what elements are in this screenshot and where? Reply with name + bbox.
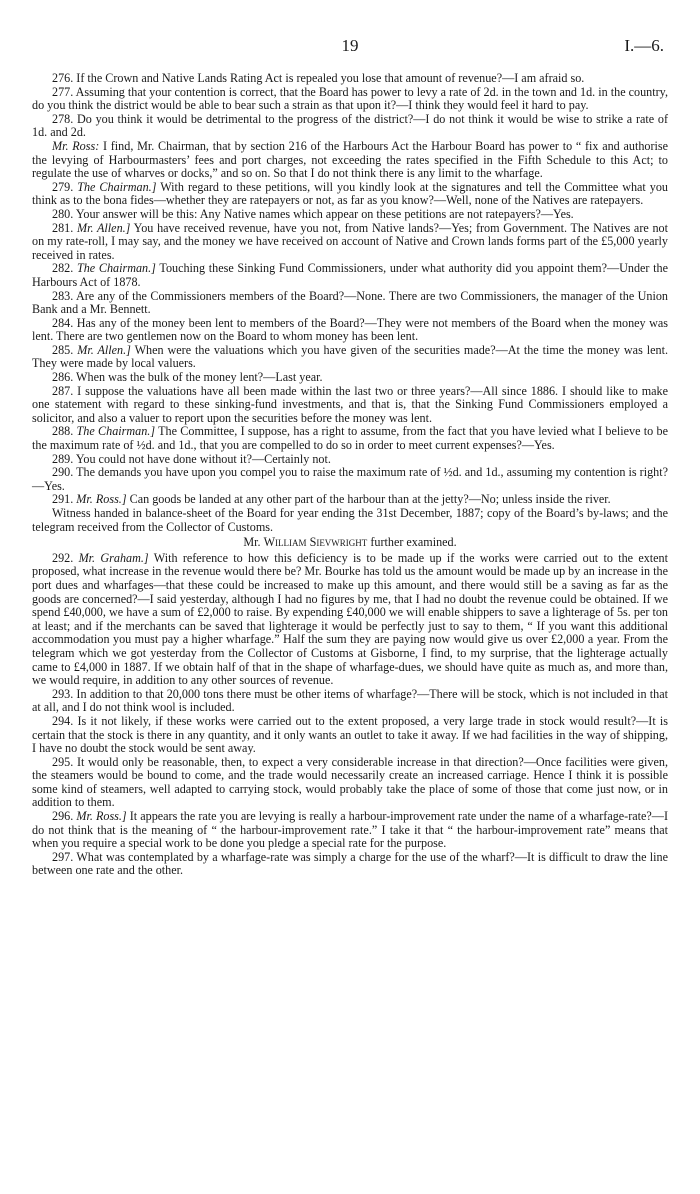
testimony-paragraph — [32, 466, 668, 493]
paragraph-text: 278. Do you think it would be detrimental to the progress of the district?—I do not think it would be wise to strike a rate of 1d. and 2d. — [32, 111, 668, 140]
question-number: 292. — [52, 550, 74, 565]
testimony-paragraph — [32, 140, 668, 181]
paragraph-text: I find, Mr. Chairman, that by section 216 of the Harbours Act the Harbour Board has power to “ fix and authorise the levying of Harbourmasters’ fees and port charges, not exceeding the rates specified in the Fifth Schedule to this Act; to regulate the use of wharves or docks,” and so on. So that I do not think there is any limit to the wharfage. — [32, 138, 668, 181]
testimony-paragraph — [32, 425, 668, 452]
testimony-paragraph — [32, 113, 668, 140]
paragraph-text: 286. When was the bulk of the money lent?—Last year. — [52, 370, 323, 385]
paragraph-text: 277. Assuming that your contention is correct, that the Board has power to levy a rate of 2d. in the town and 1d. in the country, do you think the district would be able to bear such a strain as that upon it?—I think they would feel it hard to pay. — [32, 84, 668, 113]
speaker-name: Mr. Allen.] — [76, 220, 131, 235]
speaker-name: Mr. Allen.] — [77, 342, 131, 357]
paragraph-text: It appears the rate you are levying is really a harbour-improvement rate under the name of a wharfage-rate?—I do not think that is the meaning of “ the harbour-improvement rate.” I take it that “ the harbour-improvement rate” means that when you require a special work to be done you pledge a special rate for the purpose. — [32, 809, 668, 851]
testimony-paragraph — [32, 715, 668, 756]
speaker-name: Mr. Ross.] — [76, 809, 127, 824]
testimony-paragraph — [32, 317, 668, 344]
paragraph-text: 287. I suppose the valuations have all been made within the last two or three years?—All since 1886. I should like to make one statement with regard to these sinking-fund investments, and that is, that the Sinking Fund Commissioners employed a solicitor, and also a valuer to report upon the securities before the money was lent. — [32, 383, 668, 425]
testimony-paragraph — [32, 222, 668, 263]
speaker-name: The Chairman.] — [77, 179, 157, 194]
testimony-paragraph — [32, 181, 668, 208]
testimony-block-1 — [32, 72, 668, 534]
page-number: 19 — [341, 36, 359, 55]
testimony-paragraph — [32, 86, 668, 113]
body-text — [32, 72, 668, 878]
paragraph-text: 294. Is it not likely, if these works were carried out to the extent proposed, a very large trade in stock would result?—It is certain that the stock is there in any quantity, and it only wants an outlet to take it away. If we had facilities in the way of shipping, I have no doubt the stock would be sent away. — [32, 713, 668, 756]
testimony-paragraph — [32, 371, 668, 385]
testimony-paragraph — [32, 453, 668, 467]
testimony-paragraph — [32, 344, 668, 371]
speaker-name: The Chairman.] — [76, 261, 156, 276]
section-heading-prefix: Mr. — [243, 535, 264, 550]
paragraph-text: The Committee, I suppose, has a right to assume, from the fact that you have levied what I believe to be the maximum rate of ½d. and 1d., that you are compelled to do so in order to meet current expenses?—Yes. — [32, 424, 668, 453]
paragraph-text: With regard to these petitions, will you kindly look at the signatures and tell the Committee what you think as to the bona fides—whether they are ratepayers or not, as far as you know?—Well, none of the Natives are ratepayers. — [32, 179, 668, 208]
speaker-name: Mr. Ross.] — [76, 492, 127, 507]
speaker-name: Mr. Graham.] — [78, 550, 149, 565]
paragraph-text: 297. What was contemplated by a wharfage-rate was simply a charge for the use of the wharf?—It is difficult to draw the line between one rate and the other. — [32, 849, 668, 878]
testimony-paragraph — [32, 72, 668, 86]
speaker-name: Mr. Ross: — [52, 138, 100, 153]
question-number: 291. — [52, 492, 74, 507]
paragraph-text: Can goods be landed at any other part of the harbour than at the jetty?—No; unless inside the river. — [126, 492, 611, 507]
paragraph-text: 283. Are any of the Commissioners members of the Board?—None. There are two Commissioners, the manager of the Union Bank and a Mr. Bennett. — [32, 288, 668, 317]
question-number: 288. — [52, 424, 74, 439]
paragraph-text: With reference to how this deficiency is to be made up if the works were carried out to the extent proposed, what increase in the revenue would there be? Mr. Bourke has told us the amount would be made up by an increase in the port dues and wharfages—that these could be increased to make up this amount, and there would still be a saving as far as the goods are concerned?—I said yesterday, although I had no figures by me, that I had no doubt the revenue could be obtained. If we spend £40,000, we have a sum of £2,000 to raise. By expending £40,000 we will enable shippers to save a lighterage of 5s. per ton at least; and if the merchants can be saved that lighterage it would be perfectly just to say to them, “ If you want this additional accommodation you must pay a higher wharfage.” Half the sum they are paying now would give us over £2,000 a year. From the telegram which we got yesterday from the Collector of Customs at Gisborne, I find, to my surprise, that the lighterage actually came to £4,000 in 1887. If we obtain half of that in the shape of wharfage-dues, we should have quite as much as, and more than, we would require, in addition to any other sources of revenue. — [32, 550, 669, 688]
testimony-paragraph — [32, 756, 668, 810]
section-heading-suffix: further examined. — [367, 535, 457, 550]
paragraph-text: 293. In addition to that 20,000 tons there must be other items of wharfage?—There will be stock, which is not included in that at all, and I do not think wool is included. — [32, 686, 668, 715]
question-number: 285. — [52, 342, 74, 357]
witness-name: William Sievwright — [263, 535, 368, 550]
testimony-paragraph — [32, 552, 668, 688]
paragraph-text: 276. If the Crown and Native Lands Rating Act is repealed you lose that amount of revenue?—I am afraid so. — [52, 71, 585, 85]
paragraph-text: Witness handed in balance-sheet of the Board for year ending the 31st December, 1887; copy of the Board’s by-laws; and the telegram received from the Collector of Customs. — [32, 506, 668, 534]
paragraph-text: You have received revenue, have you not, from Native lands?—Yes; from Government. The Natives are not on my rate-roll, I may say, and the money we have received on account of Native and Crown lands forms part of the £5,000 yearly received in rates. — [32, 220, 668, 262]
paragraph-text: 284. Has any of the money been lent to members of the Board?—They were not members of the Board when the money was lent. There are two gentlemen now on the Board to whom money has been lent. — [32, 315, 668, 344]
testimony-paragraph — [32, 262, 668, 289]
document-reference: I.—6. — [624, 36, 664, 55]
testimony-paragraph — [32, 507, 668, 534]
testimony-paragraph — [32, 810, 668, 851]
testimony-paragraph — [32, 493, 668, 507]
testimony-paragraph — [32, 688, 668, 715]
paragraph-text: Touching these Sinking Fund Commissioners, under what authority did you appoint them?—Under the Harbours Act of 1878. — [32, 261, 668, 289]
testimony-paragraph — [32, 851, 668, 878]
speaker-name: The Chairman.] — [76, 424, 156, 439]
testimony-block-2 — [32, 552, 668, 878]
question-number: 279. — [52, 179, 74, 194]
paragraph-text: 280. Your answer will be this: Any Native names which appear on these petitions are not ratepayers?—Yes. — [52, 206, 574, 221]
testimony-paragraph — [32, 208, 668, 222]
paragraph-text: When were the valuations which you have given of the securities made?—At the time the money was lent. They were made by local valuers. — [32, 342, 668, 371]
section-heading — [32, 536, 668, 550]
question-number: 281. — [52, 220, 74, 235]
question-number: 282. — [52, 261, 74, 276]
paragraph-text: 290. The demands you have upon you compel you to raise the maximum rate of ½d. and 1d., assuming my contention is right?—Yes. — [32, 465, 668, 493]
page-header — [32, 36, 668, 72]
testimony-paragraph — [32, 290, 668, 317]
question-number: 296. — [52, 809, 74, 824]
paragraph-text: 289. You could not have done without it?—Certainly not. — [52, 451, 331, 466]
testimony-paragraph — [32, 385, 668, 426]
paragraph-text: 295. It would only be reasonable, then, to expect a very considerable increase in that direction?—Once facilities were given, the steamers would be bound to come, and the trade would necessarily create an increased carriage. Hence I think it is possible some kind of steamers, well adapted to carrying stock, would probably take the place of some of those that come just now, or in addition to them. — [32, 754, 668, 810]
